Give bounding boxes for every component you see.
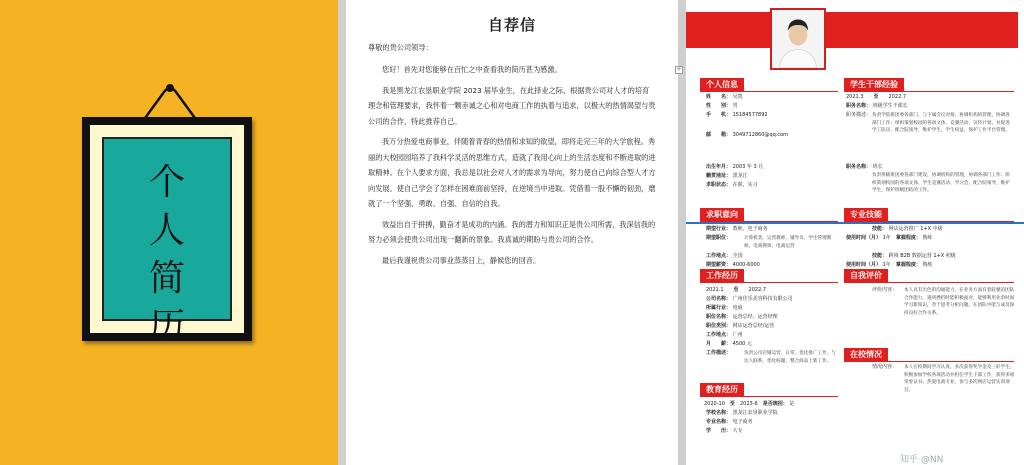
edu-dates bbox=[704, 401, 794, 408]
row-value: 教师，电子商务 bbox=[732, 226, 768, 232]
section-divider bbox=[700, 282, 838, 283]
section-divider bbox=[844, 91, 1014, 92]
date-sep: 至 bbox=[873, 94, 879, 100]
edu-row bbox=[706, 410, 778, 417]
row-value: 班长 bbox=[872, 164, 883, 170]
work-row bbox=[706, 314, 778, 321]
row-value: 4500 元 bbox=[732, 341, 752, 347]
header-band bbox=[686, 12, 1018, 48]
date-sep: 至 bbox=[733, 287, 739, 293]
intent-row bbox=[706, 253, 743, 260]
row-value: 1年 bbox=[882, 262, 891, 268]
self-eval-label: 评价内容： bbox=[872, 287, 898, 293]
personal-row bbox=[706, 182, 758, 189]
hanger-string-icon bbox=[100, 0, 240, 130]
row-label: 手 机： bbox=[706, 112, 732, 118]
work-desc: 负责公司店铺运营，日常，优化推广工作，与达人联系，优化标题，整合商品上新工作。 bbox=[744, 351, 836, 364]
row-label: 期望职位： bbox=[706, 235, 732, 241]
skill-row bbox=[846, 235, 932, 242]
letter-title: 自荐信 bbox=[487, 16, 536, 34]
picture-frame bbox=[82, 117, 252, 347]
row-label: 职位名称： bbox=[706, 314, 732, 320]
row-label: 性 别： bbox=[706, 103, 732, 109]
work-row bbox=[706, 305, 743, 312]
work-dates bbox=[706, 287, 766, 294]
cadre-desc: 负责班级班团委各部门建设，协调机构的管理，协调各部门工作；组织策划校园的各项文体、学生竞赛活动、学习会，配合院领导，维护学生，保护班级团结的工作。 bbox=[872, 173, 1010, 193]
cadre-post bbox=[846, 164, 883, 171]
cover-title-char: 人 bbox=[148, 210, 185, 251]
frame-panel bbox=[102, 137, 232, 347]
intent-row-value: 计算机类、运营教师、辅导员、学生管理教师、电商教师、电商运营 bbox=[744, 236, 832, 249]
row-value: 在职，实习 bbox=[732, 182, 758, 188]
cadre-post bbox=[846, 103, 908, 110]
school-label: 情况内容： bbox=[872, 364, 898, 370]
row-value: 熟练 bbox=[922, 235, 933, 241]
personal-row bbox=[706, 132, 788, 139]
row-label: 求职状态： bbox=[706, 182, 732, 188]
work-row bbox=[706, 296, 793, 303]
section-cadre: 学生干部经验 bbox=[844, 78, 904, 91]
row-label: 出生年月： bbox=[706, 164, 732, 170]
date-start: 2021.1 bbox=[706, 287, 724, 293]
row-label: 技能： bbox=[872, 226, 888, 232]
skill-row bbox=[872, 226, 943, 233]
resume-page bbox=[686, 0, 1024, 465]
row-label: 使用时间（月） bbox=[846, 262, 882, 268]
watermark-text: 知乎 @NN bbox=[900, 455, 944, 465]
row-value: 吴凯 bbox=[732, 94, 743, 100]
row-label: 掌握程度： bbox=[895, 262, 921, 268]
selection-guide-line bbox=[686, 222, 1024, 224]
row-label: 籍贯地址： bbox=[706, 173, 732, 179]
row-value: 网店运营推广 1+X 中级 bbox=[888, 226, 943, 232]
row-label: 工作描述： bbox=[706, 350, 732, 356]
row-label: 是否统招： bbox=[762, 401, 788, 407]
personal-row bbox=[706, 164, 763, 171]
row-label: 职务名称： bbox=[846, 103, 872, 109]
letter-greeting: 尊敬的贵公司领导： bbox=[368, 43, 433, 52]
date-end: 2022.7 bbox=[888, 94, 907, 100]
cover-title bbox=[104, 159, 230, 351]
section-divider bbox=[700, 91, 838, 92]
row-value: 广州 bbox=[732, 332, 743, 338]
skill-row bbox=[872, 253, 956, 260]
cover-title-char: 个 bbox=[148, 162, 185, 203]
section-intent: 求职意向 bbox=[700, 208, 744, 221]
table-move-handle-icon[interactable]: + bbox=[676, 66, 682, 73]
row-label: 姓 名： bbox=[706, 94, 732, 100]
date-end: 2023-6 bbox=[739, 401, 758, 407]
row-value: 网店运营总经/运营 bbox=[732, 323, 775, 329]
letter-paragraph: 效益出自于拼搏，勤奋才是成功的内涵。我的潜力和知识正是贵公司所需，我深信我的努力必须会使贵公司出现一翻新的景象。我真诚的期盼与贵公司的合作。 bbox=[368, 219, 656, 244]
resume-cover bbox=[0, 0, 338, 465]
work-row-label bbox=[706, 350, 731, 357]
work-row bbox=[706, 323, 774, 330]
row-value: 3049712860@qq.com bbox=[732, 132, 789, 138]
portrait-icon bbox=[772, 10, 824, 68]
self-eval-text: 本人具有出色的沟通能力，在业务方面有着较强的团队合作能力。遇到挫折时能积极面对，能够利用业余时间学习新知识，善于思考分析问题。在团队中能与成员保持良好合作关系。 bbox=[904, 288, 1015, 316]
letter-paragraph: 我是黑龙江农垦职业学院 2023 届毕业生，在此择业之际，根据贵公司对人才的培育理念和管理要求，我怀着一颗赤诚之心和对电商工作的执着与追求，以极大的热情渴望与贵公司的合作，特此推荐自己。 bbox=[368, 85, 656, 126]
row-label: 公司名称： bbox=[706, 296, 732, 302]
cover-title-char: 历 bbox=[148, 306, 185, 347]
row-label: 职位类别： bbox=[706, 323, 732, 329]
row-value: 广州佳乐美容科技有限公司 bbox=[732, 296, 793, 302]
row-value: 1年 bbox=[882, 235, 891, 241]
work-row bbox=[706, 341, 752, 348]
row-label: 学 历： bbox=[706, 428, 732, 434]
cadre-desc: 负责学院班团委各部门，与下属会议对接，协调机构的管理，协调各部门工作；组织策划校园的各项文体、竞赛活动、宣传计划，并促进学工队伍，配合院领导，维护学生，学生权益，保护工作平台管理。 bbox=[872, 113, 1010, 133]
cover-letter-page bbox=[346, 0, 678, 465]
edu-row bbox=[706, 419, 753, 426]
cadre-desc-label: 职务描述： bbox=[846, 112, 872, 118]
personal-row bbox=[706, 112, 768, 119]
cadre-dates bbox=[846, 94, 906, 101]
row-label: 学校名称： bbox=[706, 410, 732, 416]
row-value: 跨境 B2B 数据运营 1+X 初级 bbox=[888, 253, 956, 259]
school-text: 本人在校期间学习认真，多次获得奖学金及三好学生，积极参加学校各项活动并担任学生干部工作，获得多项荣誉证书。热爱电商专业，参与多次网店运营实训项目。 bbox=[904, 365, 1015, 393]
cover-title-char: 简 bbox=[148, 258, 185, 299]
date-start: 2020-10 bbox=[704, 401, 725, 407]
row-label: 职务名称： bbox=[846, 164, 872, 170]
section-skills: 专业技能 bbox=[844, 208, 888, 221]
section-school: 在校情况 bbox=[844, 348, 888, 361]
section-divider bbox=[844, 361, 1014, 362]
row-value: 黑龙江农垦职业学院 bbox=[732, 410, 778, 416]
row-label: 掌握程度： bbox=[895, 235, 921, 241]
intent-row bbox=[706, 262, 760, 269]
row-label: 使用时间（月） bbox=[846, 235, 882, 241]
date-start: 2021.3 bbox=[846, 94, 864, 100]
letter-paragraph: 您好！首先对您能够在百忙之中查看我的简历甚为感激。 bbox=[382, 65, 562, 74]
letter-paragraph: 最后我谨祝贵公司事业蒸蒸日上，静候您的回音。 bbox=[382, 255, 541, 265]
personal-row bbox=[706, 94, 743, 101]
row-value: 全国 bbox=[732, 253, 743, 259]
row-label: 专业名称： bbox=[706, 419, 732, 425]
intent-row bbox=[706, 226, 768, 233]
row-value: 4000-6000 bbox=[732, 262, 760, 268]
row-value: 电子商务 bbox=[732, 419, 753, 425]
section-self-eval: 自我评价 bbox=[844, 269, 888, 282]
personal-row bbox=[706, 173, 748, 180]
row-value: 电商 bbox=[732, 305, 743, 311]
profile-photo bbox=[770, 8, 826, 70]
frame-mat bbox=[90, 125, 244, 347]
row-label: 月 薪： bbox=[706, 341, 732, 347]
row-label: 技能： bbox=[872, 253, 888, 259]
intent-row-label bbox=[706, 235, 731, 242]
date-end: 2022.7 bbox=[748, 287, 767, 293]
row-label: 期望行业： bbox=[706, 226, 732, 232]
letter-paragraph: 我万分热爱电商事业，伴随着青春的热情和求知的欲望，即将走完三年的大学旅程。秀丽的大校园园培养了我科学灵活的思维方式，造就了我用心向上的生活态度和不断进取的进取精神。在个人要求方面，我总是以社会对人才的需求为导向，努力使自己向综合型人才方向发展。使自己学会了怎样在困难面前坚持，在逆境当中进取。凭借着一股不懈的韧劲，磨就了一个坚强、勇敢、自强、自信的自我。 bbox=[368, 137, 656, 208]
row-value: 男 bbox=[732, 103, 738, 109]
page-gutter bbox=[338, 0, 346, 465]
skill-row bbox=[846, 262, 932, 269]
section-work: 工作经历 bbox=[700, 269, 744, 282]
section-divider bbox=[700, 396, 838, 397]
section-edu: 教育经历 bbox=[700, 383, 744, 396]
row-label: 期望薪资： bbox=[706, 262, 732, 268]
edu-row bbox=[706, 428, 743, 435]
personal-row bbox=[706, 103, 738, 110]
row-value: 熟练 bbox=[922, 262, 933, 268]
row-value: 运营总经、运营经理 bbox=[732, 314, 778, 320]
date-sep: 至 bbox=[729, 401, 735, 407]
row-label: 所属行业： bbox=[706, 305, 732, 311]
row-value: 黑龙江 bbox=[732, 173, 748, 179]
work-row bbox=[706, 332, 743, 339]
row-value: 2003 年 3 月 bbox=[732, 164, 764, 170]
row-value: 是 bbox=[789, 401, 795, 407]
section-divider bbox=[844, 282, 1014, 283]
row-value: 15184577892 bbox=[732, 112, 768, 118]
row-value: 班级学生干部长 bbox=[872, 103, 908, 109]
row-label: 工作地点： bbox=[706, 253, 732, 259]
row-value: 大专 bbox=[732, 428, 743, 434]
row-label: 工作地点： bbox=[706, 332, 732, 338]
section-personal: 个人信息 bbox=[700, 78, 744, 91]
row-label: 邮 箱： bbox=[706, 132, 732, 138]
